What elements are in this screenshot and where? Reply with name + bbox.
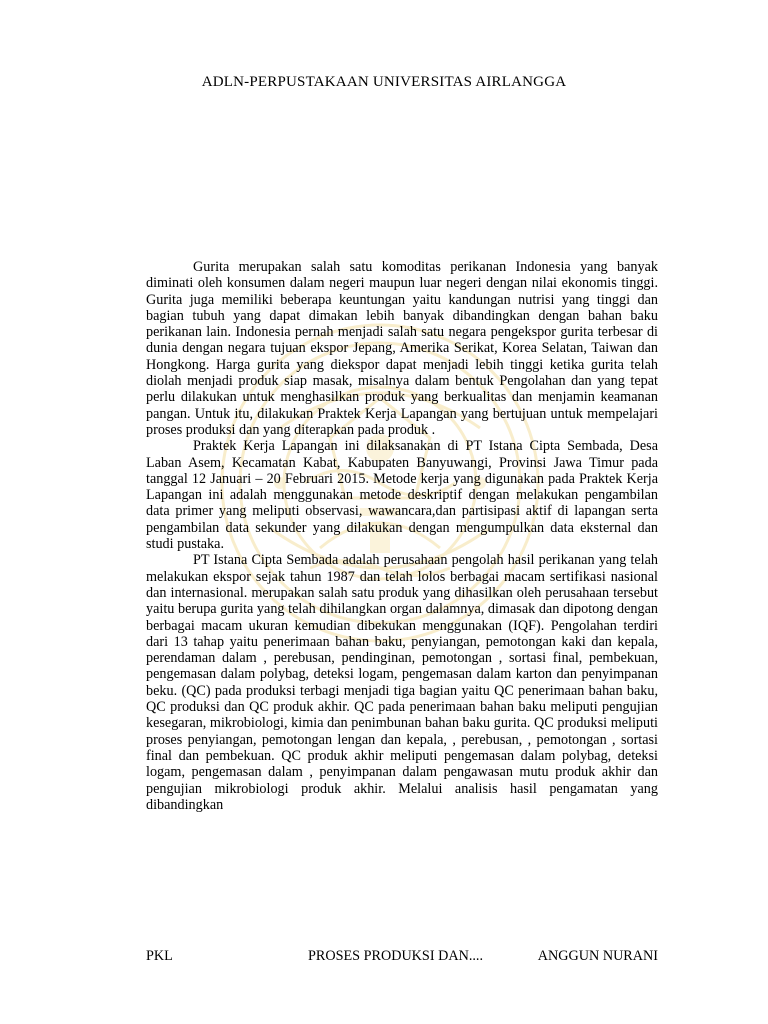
body-text — [146, 259, 658, 813]
paragraph: PT Istana Cipta Sembada adalah perusahaan pengolah hasil perikanan yang telah melakukan ekspor sejak tahun 1987 dan telah lolos berbagai macam sertifikasi nasional dan internasional. merupakan salah satu produk yang dihasilkan oleh perusahaan tersebut yaitu berupa gurita yang telah dihilangkan organ dalamnya, dimasak dan dipotong dengan berbagai macam ukuran kemudian dibekukan menggunakan (IQF). Pengolahan terdiri dari 13 tahap yaitu penerimaan bahan baku, penyiangan, pemotongan kaki dan kepala, perendaman dalam , perebusan, pendinginan, pemotongan , sortasi final, pembekuan, pengemasan dalam polybag, deteksi logam, pengemasan dalam karton dan penyimpanan beku. (QC) pada produksi terbagi menjadi tiga bagian yaitu QC penerimaan bahan baku, QC produksi dan QC produk akhir. QC pada penerimaan bahan baku meliputi pengujian kesegaran, mikrobiologi, kimia dan penimbunan bahan baku gurita. QC produksi meliputi proses penyiangan, pemotongan lengan dan kepala, , perebusan, , pemotongan , sortasi final dan pembekuan. QC produk akhir meliputi pengemasan dalam polybag, deteksi logam, pengemasan dalam , penyimpanan dalam pengawasan mutu produk akhir dan pengujian mikrobiologi produk akhir. Melalui analisis hasil pengamatan yang dibandingkan — [146, 552, 658, 813]
footer-author: ANGGUN NURANI — [537, 948, 658, 964]
page-footer — [146, 948, 658, 966]
paragraph: Praktek Kerja Lapangan ini dilaksanakan di PT Istana Cipta Sembada, Desa Laban Asem, Kecamatan Kabat, Kabupaten Banyuwangi, Provinsi Jawa Timur pada tanggal 12 Januari – 20 Februari 2015. Metode kerja yang digunakan pada Praktek Kerja Lapangan ini adalah menggunakan metode deskriptif dengan melakukan pengambilan data primer yang meliputi observasi, wawancara,dan partisipasi aktif di lapangan serta pengambilan data sekunder yang dilakukan dengan mengumpulkan data eksternal dan studi pustaka. — [146, 438, 658, 553]
footer-course: PKL — [146, 948, 173, 964]
footer-title: PROSES PRODUKSI DAN.... — [308, 948, 484, 964]
page-header: ADLN-PERPUSTAKAAN UNIVERSITAS AIRLANGGA — [201, 74, 567, 90]
paragraph: Gurita merupakan salah satu komoditas perikanan Indonesia yang banyak diminati oleh konsumen dalam negeri maupun luar negeri dengan nilai ekonomis tinggi. Gurita juga memiliki beberapa keuntungan yaitu kandungan nutrisi yang tinggi dan bagian tubuh yang dapat dimakan lebih banyak dibandingkan dengan bahan baku perikanan lain. Indonesia pernah menjadi salah satu negara pengekspor gurita terbesar di dunia dengan negara tujuan ekspor Jepang, Amerika Serikat, Korea Selatan, Taiwan dan Hongkong. Harga gurita yang diekspor dapat menjadi lebih tinggi ketika gurita telah diolah menjadi produk siap masak, misalnya dalam bentuk Pengolahan dan yang tepat perlu dilakukan untuk menghasilkan produk yang berkualitas dan menjamin keamanan pangan. Untuk itu, dilakukan Praktek Kerja Lapangan yang bertujuan untuk mempelajari proses produksi dan yang diterapkan pada produk . — [146, 259, 658, 438]
